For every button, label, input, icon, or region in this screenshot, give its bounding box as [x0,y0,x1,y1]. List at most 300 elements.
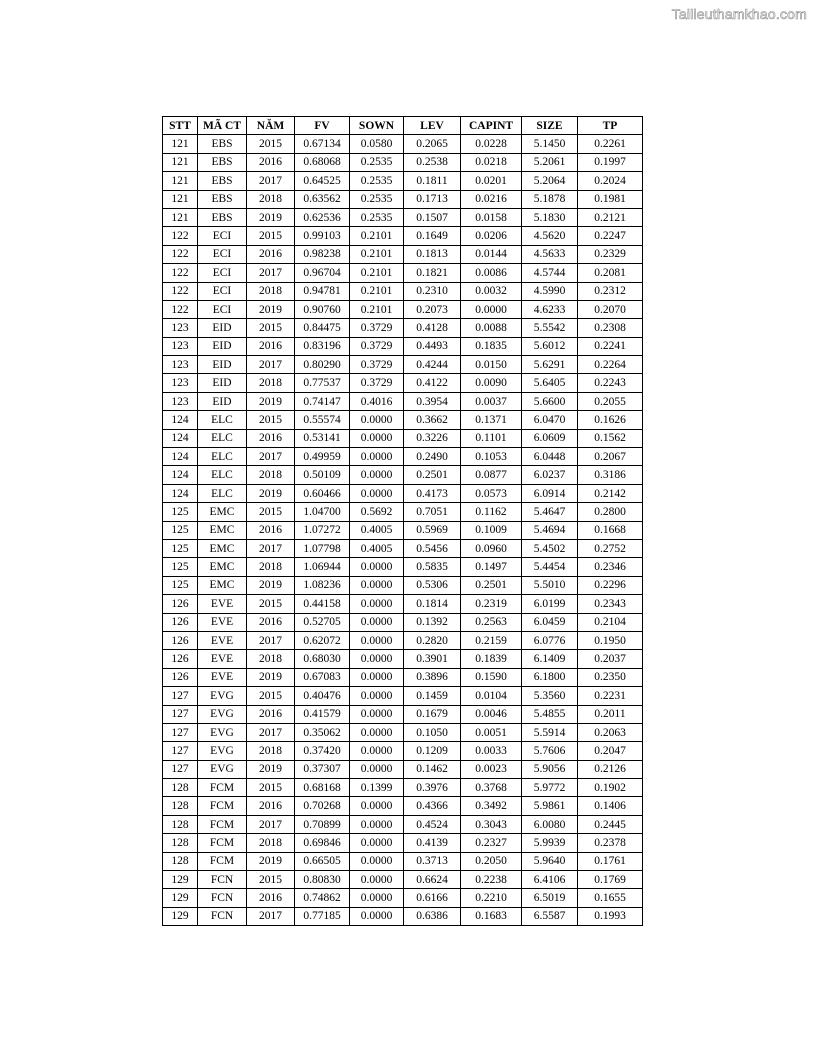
table-cell: 0.0000 [350,429,404,447]
table-cell: 0.2312 [578,282,643,300]
table-cell: 0.0000 [350,631,404,649]
table-cell: 0.1590 [461,668,522,686]
table-cell: 0.0573 [461,484,522,502]
table-cell: 5.6405 [522,374,578,392]
table-row [163,871,643,889]
table-cell: 2017 [247,539,295,557]
table-cell: 0.1668 [578,521,643,539]
table-cell: 122 [163,245,198,263]
table-cell: 0.4173 [404,484,461,502]
table-cell: EVG [198,687,247,705]
table-cell: 0.0218 [461,153,522,171]
table-cell: 0.0201 [461,172,522,190]
table-cell: 2019 [247,668,295,686]
table-row [163,190,643,208]
table-cell: 126 [163,595,198,613]
table-cell: 125 [163,558,198,576]
table-cell: 0.3954 [404,392,461,410]
table-cell: EVE [198,650,247,668]
table-cell: 2016 [247,889,295,907]
table-cell: EID [198,337,247,355]
column-header: SOWN [350,117,404,135]
table-cell: 2017 [247,631,295,649]
table-cell: 0.64525 [295,172,350,190]
table-cell: 0.3043 [461,815,522,833]
table-cell: 0.0000 [350,871,404,889]
table-cell: 121 [163,208,198,226]
table-cell: 5.2064 [522,172,578,190]
table-cell: 0.0090 [461,374,522,392]
table-cell: 2016 [247,245,295,263]
table-cell: 0.37307 [295,760,350,778]
table-cell: FCM [198,834,247,852]
table-cell: 0.1950 [578,631,643,649]
table-row [163,153,643,171]
table-cell: 4.6233 [522,300,578,318]
table-cell: 129 [163,907,198,925]
table-cell: 0.0104 [461,687,522,705]
data-table [162,116,643,926]
table-cell: 0.2101 [350,282,404,300]
table-cell: EBS [198,172,247,190]
column-header: CAPINT [461,117,522,135]
table-cell: 0.4139 [404,834,461,852]
table-cell: 0.3976 [404,779,461,797]
table-cell: 0.67134 [295,135,350,153]
table-row [163,245,643,263]
table-cell: 0.3729 [350,337,404,355]
table-row [163,668,643,686]
table-cell: 0.2050 [461,852,522,870]
table-cell: 0.2319 [461,595,522,613]
table-cell: 2019 [247,484,295,502]
table-cell: 0.2101 [350,300,404,318]
table-cell: 123 [163,337,198,355]
table-cell: 0.2261 [578,135,643,153]
table-cell: 0.0158 [461,208,522,226]
table-cell: 2019 [247,392,295,410]
table-cell: 0.44158 [295,595,350,613]
table-cell: 0.4016 [350,392,404,410]
table-cell: 6.0776 [522,631,578,649]
table-cell: 128 [163,797,198,815]
table-cell: 0.2346 [578,558,643,576]
table-row [163,521,643,539]
table-cell: 2019 [247,300,295,318]
table-cell: 0.67083 [295,668,350,686]
table-row [163,760,643,778]
table-cell: 124 [163,411,198,429]
table-cell: 0.1713 [404,190,461,208]
table-cell: 0.0000 [350,668,404,686]
table-cell: 0.53141 [295,429,350,447]
table-cell: 0.2752 [578,539,643,557]
column-header: FV [295,117,350,135]
table-cell: 0.1761 [578,852,643,870]
table-cell: 5.5010 [522,576,578,594]
table-row [163,319,643,337]
table-cell: EMC [198,521,247,539]
table-cell: 0.6386 [404,907,461,925]
table-cell: 4.5620 [522,227,578,245]
table-cell: 0.2126 [578,760,643,778]
table-cell: 126 [163,631,198,649]
table-cell: EVE [198,595,247,613]
table-row [163,539,643,557]
table-cell: 0.0000 [350,595,404,613]
table-cell: EBS [198,190,247,208]
table-cell: 0.62072 [295,631,350,649]
table-cell: 5.3560 [522,687,578,705]
table-cell: 0.83196 [295,337,350,355]
column-header: LEV [404,117,461,135]
table-cell: 0.2231 [578,687,643,705]
table-cell: 2017 [247,907,295,925]
table-cell: EMC [198,503,247,521]
table-row [163,595,643,613]
table-cell: 2018 [247,466,295,484]
table-cell: 0.2047 [578,742,643,760]
table-cell: FCM [198,797,247,815]
table-cell: EVE [198,631,247,649]
table-cell: 0.2241 [578,337,643,355]
table-cell: 0.94781 [295,282,350,300]
table-cell: 0.3186 [578,466,643,484]
table-row [163,797,643,815]
table-cell: 0.5306 [404,576,461,594]
table-cell: 0.2535 [350,190,404,208]
table-cell: 0.37420 [295,742,350,760]
table-cell: 0.35062 [295,723,350,741]
table-cell: 5.4647 [522,503,578,521]
table-cell: 0.2081 [578,264,643,282]
table-cell: 121 [163,153,198,171]
table-cell: 0.0033 [461,742,522,760]
table-row [163,282,643,300]
table-cell: 128 [163,815,198,833]
table-cell: 123 [163,374,198,392]
table-cell: 1.07798 [295,539,350,557]
table-cell: 0.3729 [350,356,404,374]
table-cell: 124 [163,429,198,447]
table-cell: 5.9640 [522,852,578,870]
table-cell: 0.2343 [578,595,643,613]
table-cell: 0.0000 [350,650,404,668]
table-row [163,907,643,925]
table-cell: 0.2501 [461,576,522,594]
table-cell: EBS [198,208,247,226]
table-cell: 0.63562 [295,190,350,208]
table-cell: 2015 [247,135,295,153]
table-cell: 0.2445 [578,815,643,833]
table-cell: 0.3226 [404,429,461,447]
table-cell: 126 [163,668,198,686]
table-cell: 0.2350 [578,668,643,686]
table-cell: 0.0960 [461,539,522,557]
table-cell: 0.1626 [578,411,643,429]
table-cell: 129 [163,889,198,907]
table-cell: 0.5969 [404,521,461,539]
table-cell: 0.3729 [350,319,404,337]
table-cell: 5.5542 [522,319,578,337]
table-cell: 126 [163,650,198,668]
table-cell: 0.80830 [295,871,350,889]
table-cell: 0.74862 [295,889,350,907]
table-cell: EVG [198,742,247,760]
table-cell: ELC [198,411,247,429]
table-cell: 2016 [247,521,295,539]
table-cell: FCM [198,815,247,833]
table-cell: 128 [163,779,198,797]
table-cell: 0.70899 [295,815,350,833]
table-cell: 0.2104 [578,613,643,631]
table-cell: 0.0000 [350,760,404,778]
table-cell: 0.0000 [350,448,404,466]
table-cell: 0.5456 [404,539,461,557]
table-cell: EID [198,374,247,392]
table-cell: 0.40476 [295,687,350,705]
table-row [163,484,643,502]
table-cell: 0.69846 [295,834,350,852]
table-cell: ECI [198,282,247,300]
table-cell: 5.1450 [522,135,578,153]
table-cell: 0.6624 [404,871,461,889]
table-row [163,779,643,797]
table-cell: 0.7051 [404,503,461,521]
table-cell: 0.1902 [578,779,643,797]
table-cell: EVG [198,760,247,778]
table-cell: 2015 [247,503,295,521]
table-row [163,356,643,374]
table-cell: 0.0228 [461,135,522,153]
table-cell: 0.50109 [295,466,350,484]
table-cell: 2015 [247,871,295,889]
table-row [163,135,643,153]
table-cell: 0.2024 [578,172,643,190]
table-cell: 0.68030 [295,650,350,668]
table-cell: ELC [198,484,247,502]
table-cell: 0.1053 [461,448,522,466]
table-cell: 0.4524 [404,815,461,833]
table-row [163,576,643,594]
table-row [163,448,643,466]
table-cell: 0.2535 [350,172,404,190]
table-cell: 2015 [247,411,295,429]
table-cell: 0.2121 [578,208,643,226]
table-row [163,834,643,852]
table-cell: 2015 [247,779,295,797]
table-cell: 2017 [247,356,295,374]
table-cell: 2015 [247,227,295,245]
table-cell: EMC [198,539,247,557]
table-cell: EID [198,356,247,374]
table-cell: 0.2238 [461,871,522,889]
column-header: MÃ CT [198,117,247,135]
table-cell: 0.2296 [578,576,643,594]
table-cell: 0.0046 [461,705,522,723]
table-cell: 5.9939 [522,834,578,852]
table-cell: 0.2538 [404,153,461,171]
table-cell: 0.1562 [578,429,643,447]
table-cell: EVE [198,668,247,686]
table-cell: 0.2247 [578,227,643,245]
table-cell: 0.0000 [350,852,404,870]
table-cell: 0.1814 [404,595,461,613]
table-row [163,264,643,282]
table-cell: 0.3729 [350,374,404,392]
table-cell: 0.0086 [461,264,522,282]
table-cell: 6.0080 [522,815,578,833]
table-cell: 0.70268 [295,797,350,815]
table-cell: 0.0000 [350,613,404,631]
table-cell: 0.0000 [350,834,404,852]
table-cell: 2017 [247,448,295,466]
table-cell: 0.0000 [350,907,404,925]
table-cell: ECI [198,300,247,318]
table-row [163,503,643,521]
table-cell: 128 [163,834,198,852]
table-cell: 0.68068 [295,153,350,171]
table-cell: 0.60466 [295,484,350,502]
table-cell: 0.2308 [578,319,643,337]
table-cell: 0.74147 [295,392,350,410]
table-cell: 6.0199 [522,595,578,613]
table-row [163,815,643,833]
table-cell: 0.1769 [578,871,643,889]
table-cell: ECI [198,245,247,263]
table-row [163,374,643,392]
table-cell: EBS [198,135,247,153]
table-cell: 4.5744 [522,264,578,282]
table-row [163,631,643,649]
table-cell: 125 [163,521,198,539]
table-cell: FCM [198,779,247,797]
table-cell: 127 [163,742,198,760]
table-cell: 2017 [247,723,295,741]
table-cell: 0.5835 [404,558,461,576]
table-row [163,300,643,318]
table-cell: 0.77537 [295,374,350,392]
table-cell: 5.5914 [522,723,578,741]
table-cell: 0.4244 [404,356,461,374]
table-cell: 0.96704 [295,264,350,282]
table-cell: EBS [198,153,247,171]
table-cell: 2018 [247,374,295,392]
table-cell: 5.9772 [522,779,578,797]
table-cell: 0.0000 [350,889,404,907]
table-cell: 0.1050 [404,723,461,741]
table-cell: 129 [163,871,198,889]
table-cell: 0.1997 [578,153,643,171]
table-cell: 0.2535 [350,208,404,226]
table-cell: 0.2073 [404,300,461,318]
table-cell: 2015 [247,687,295,705]
table-cell: 2018 [247,650,295,668]
table-cell: ECI [198,264,247,282]
table-cell: 5.4855 [522,705,578,723]
table-cell: 0.4122 [404,374,461,392]
table-cell: 0.0000 [350,797,404,815]
table-cell: 121 [163,172,198,190]
table-cell: 0.41579 [295,705,350,723]
table-cell: 127 [163,705,198,723]
table-cell: 0.3662 [404,411,461,429]
table-cell: 2017 [247,264,295,282]
table-cell: 0.1981 [578,190,643,208]
table-cell: 0.1839 [461,650,522,668]
table-cell: 0.0206 [461,227,522,245]
table-cell: 5.6600 [522,392,578,410]
table-cell: 5.4694 [522,521,578,539]
table-cell: 122 [163,227,198,245]
table-cell: 6.4106 [522,871,578,889]
table-cell: 0.0023 [461,760,522,778]
table-cell: ELC [198,466,247,484]
table-row [163,650,643,668]
table-cell: 5.7606 [522,742,578,760]
table-cell: 121 [163,135,198,153]
table-cell: 6.0609 [522,429,578,447]
table-cell: 128 [163,852,198,870]
table-cell: 0.52705 [295,613,350,631]
table-cell: ECI [198,227,247,245]
table-cell: 0.2820 [404,631,461,649]
table-cell: 0.0144 [461,245,522,263]
table-row [163,852,643,870]
table-cell: 0.0580 [350,135,404,153]
table-body [163,135,643,926]
table-cell: 0.3768 [461,779,522,797]
table-cell: 0.0000 [350,705,404,723]
table-cell: 0.1101 [461,429,522,447]
table-row [163,742,643,760]
table-cell: 0.2070 [578,300,643,318]
table-row [163,172,643,190]
table-cell: 123 [163,319,198,337]
table-cell: 0.0000 [350,687,404,705]
table-cell: 0.1462 [404,760,461,778]
table-cell: 0.2063 [578,723,643,741]
table-cell: 0.0051 [461,723,522,741]
table-cell: 2018 [247,742,295,760]
table-cell: 0.0150 [461,356,522,374]
table-cell: 0.3492 [461,797,522,815]
table-cell: 0.1679 [404,705,461,723]
table-cell: 122 [163,282,198,300]
table-cell: 124 [163,484,198,502]
table-cell: 0.1497 [461,558,522,576]
table-cell: 6.0237 [522,466,578,484]
table-cell: 1.04700 [295,503,350,521]
table-cell: 0.2101 [350,245,404,263]
table-cell: 4.5633 [522,245,578,263]
table-cell: 0.2327 [461,834,522,852]
table-cell: 123 [163,356,198,374]
table-cell: ELC [198,429,247,447]
table-cell: EID [198,319,247,337]
table-cell: 0.2329 [578,245,643,263]
table-cell: 123 [163,392,198,410]
table-cell: 0.1459 [404,687,461,705]
table-cell: 0.2243 [578,374,643,392]
table-cell: 5.9056 [522,760,578,778]
table-cell: 127 [163,760,198,778]
table-row [163,392,643,410]
table-cell: 122 [163,264,198,282]
table-cell: 0.2800 [578,503,643,521]
table-cell: 2017 [247,172,295,190]
table-cell: 2016 [247,337,295,355]
